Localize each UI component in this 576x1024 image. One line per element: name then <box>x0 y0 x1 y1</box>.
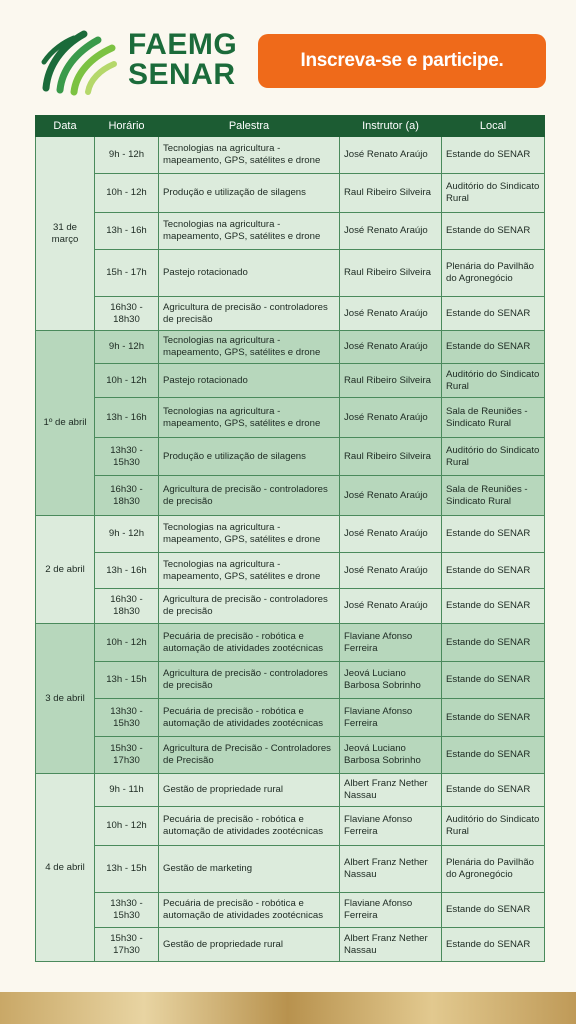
cell-instructor: Flaviane Afonso Ferreira <box>340 624 442 662</box>
cell-instructor: Jeová Luciano Barbosa Sobrinho <box>340 737 442 774</box>
cell-talk: Gestão de marketing <box>159 846 340 893</box>
cell-date: 31 de março <box>36 137 95 331</box>
faemg-senar-logo-icon <box>40 26 118 96</box>
table-row <box>36 297 545 331</box>
cell-location: Estande do SENAR <box>442 213 545 250</box>
table-row <box>36 624 545 662</box>
cell-location: Plenária do Pavilhão do Agronegócio <box>442 846 545 893</box>
cell-talk: Agricultura de precisão - controladores de precisão <box>159 589 340 624</box>
decorative-gold-band <box>0 992 576 1024</box>
cell-location: Auditório do Sindicato Rural <box>442 438 545 476</box>
cell-location: Estande do SENAR <box>442 737 545 774</box>
day-group <box>36 331 545 516</box>
cell-talk: Tecnologias na agricultura - mapeamento, GPS, satélites e drone <box>159 553 340 589</box>
table-row <box>36 553 545 589</box>
header-date: Data <box>36 116 95 137</box>
cell-date: 1º de abril <box>36 331 95 516</box>
cell-talk: Pastejo rotacionado <box>159 364 340 398</box>
table-row <box>36 589 545 624</box>
cell-location: Sala de Reuniões - Sindicato Rural <box>442 476 545 516</box>
cell-instructor: José Renato Araújo <box>340 476 442 516</box>
cell-time: 13h30 - 15h30 <box>95 438 159 476</box>
brand-wordmark <box>128 30 237 90</box>
cell-time: 13h - 16h <box>95 553 159 589</box>
cell-talk: Pecuária de precisão - robótica e automação de atividades zootécnicas <box>159 807 340 846</box>
cell-location: Estande do SENAR <box>442 699 545 737</box>
cell-instructor: Albert Franz Nether Nassau <box>340 774 442 807</box>
cell-instructor: José Renato Araújo <box>340 213 442 250</box>
day-group <box>36 516 545 624</box>
table-header-row <box>36 116 545 137</box>
cell-location: Estande do SENAR <box>442 137 545 174</box>
cell-instructor: Jeová Luciano Barbosa Sobrinho <box>340 662 442 699</box>
cell-instructor: José Renato Araújo <box>340 137 442 174</box>
cell-instructor: Flaviane Afonso Ferreira <box>340 807 442 846</box>
table-row <box>36 174 545 213</box>
cell-time: 13h - 16h <box>95 213 159 250</box>
table-row <box>36 213 545 250</box>
cell-talk: Gestão de propriedade rural <box>159 774 340 807</box>
table-row <box>36 250 545 297</box>
table-row <box>36 807 545 846</box>
header-location: Local <box>442 116 545 137</box>
cell-instructor: José Renato Araújo <box>340 553 442 589</box>
cell-talk: Agricultura de precisão - controladores de precisão <box>159 476 340 516</box>
cell-location: Estande do SENAR <box>442 589 545 624</box>
table-row <box>36 438 545 476</box>
cell-time: 10h - 12h <box>95 807 159 846</box>
cell-talk: Tecnologias na agricultura - mapeamento, GPS, satélites e drone <box>159 331 340 364</box>
cell-location: Estande do SENAR <box>442 516 545 553</box>
cell-time: 10h - 12h <box>95 624 159 662</box>
cell-time: 13h30 - 15h30 <box>95 699 159 737</box>
cell-time: 16h30 - 18h30 <box>95 476 159 516</box>
cell-talk: Produção e utilização de silagens <box>159 438 340 476</box>
header <box>0 0 576 110</box>
cell-instructor: Raul Ribeiro Silveira <box>340 364 442 398</box>
table-row <box>36 774 545 807</box>
cell-time: 9h - 12h <box>95 331 159 364</box>
table-row <box>36 928 545 962</box>
table-row <box>36 398 545 438</box>
header-talk: Palestra <box>159 116 340 137</box>
cell-time: 9h - 12h <box>95 137 159 174</box>
cell-instructor: José Renato Araújo <box>340 331 442 364</box>
table-row <box>36 737 545 774</box>
cell-instructor: Albert Franz Nether Nassau <box>340 928 442 962</box>
cell-instructor: José Renato Araújo <box>340 297 442 331</box>
cell-location: Estande do SENAR <box>442 893 545 928</box>
cell-date: 2 de abril <box>36 516 95 624</box>
cell-instructor: Flaviane Afonso Ferreira <box>340 699 442 737</box>
cell-time: 13h30 - 15h30 <box>95 893 159 928</box>
cell-time: 15h30 - 17h30 <box>95 928 159 962</box>
signup-cta-button[interactable]: Inscreva-se e participe. <box>258 34 546 88</box>
cell-instructor: José Renato Araújo <box>340 398 442 438</box>
cell-instructor: José Renato Araújo <box>340 589 442 624</box>
day-group <box>36 624 545 774</box>
cell-location: Estande do SENAR <box>442 553 545 589</box>
cell-talk: Produção e utilização de silagens <box>159 174 340 213</box>
cell-talk: Pecuária de precisão - robótica e automação de atividades zootécnicas <box>159 624 340 662</box>
cell-time: 16h30 - 18h30 <box>95 589 159 624</box>
cell-location: Estande do SENAR <box>442 774 545 807</box>
cell-time: 16h30 - 18h30 <box>95 297 159 331</box>
cell-time: 15h30 - 17h30 <box>95 737 159 774</box>
cell-location: Estande do SENAR <box>442 331 545 364</box>
cell-location: Estande do SENAR <box>442 297 545 331</box>
table-row <box>36 893 545 928</box>
header-instructor: Instrutor (a) <box>340 116 442 137</box>
cell-time: 15h - 17h <box>95 250 159 297</box>
table-row <box>36 699 545 737</box>
table-row <box>36 137 545 174</box>
cell-time: 13h - 15h <box>95 846 159 893</box>
cell-instructor: Raul Ribeiro Silveira <box>340 250 442 297</box>
cell-instructor: Flaviane Afonso Ferreira <box>340 893 442 928</box>
table-row <box>36 662 545 699</box>
brand-line-1: FAEMG <box>128 28 238 61</box>
cell-instructor: Raul Ribeiro Silveira <box>340 438 442 476</box>
cell-instructor: José Renato Araújo <box>340 516 442 553</box>
brand-line-2: SENAR <box>128 58 236 91</box>
cell-time: 13h - 16h <box>95 398 159 438</box>
cell-location: Estande do SENAR <box>442 662 545 699</box>
cell-time: 10h - 12h <box>95 174 159 213</box>
cell-location: Auditório do Sindicato Rural <box>442 364 545 398</box>
cell-date: 4 de abril <box>36 774 95 962</box>
cell-instructor: Raul Ribeiro Silveira <box>340 174 442 213</box>
table-row <box>36 476 545 516</box>
cell-talk: Pecuária de precisão - robótica e automação de atividades zootécnicas <box>159 893 340 928</box>
cell-time: 9h - 12h <box>95 516 159 553</box>
table-row <box>36 331 545 364</box>
cell-talk: Pastejo rotacionado <box>159 250 340 297</box>
cell-location: Sala de Reuniões - Sindicato Rural <box>442 398 545 438</box>
cell-location: Estande do SENAR <box>442 624 545 662</box>
cell-talk: Agricultura de precisão - controladores de precisão <box>159 662 340 699</box>
cell-location: Auditório do Sindicato Rural <box>442 174 545 213</box>
schedule-table <box>35 115 545 962</box>
table-row <box>36 516 545 553</box>
cell-talk: Tecnologias na agricultura - mapeamento, GPS, satélites e drone <box>159 213 340 250</box>
cell-talk: Tecnologias na agricultura - mapeamento, GPS, satélites e drone <box>159 398 340 438</box>
cell-talk: Gestão de propriedade rural <box>159 928 340 962</box>
cell-talk: Tecnologias na agricultura - mapeamento, GPS, satélites e drone <box>159 137 340 174</box>
cell-location: Plenária do Pavilhão do Agronegócio <box>442 250 545 297</box>
cell-talk: Agricultura de Precisão - Controladores de Precisão <box>159 737 340 774</box>
cell-talk: Agricultura de precisão - controladores de precisão <box>159 297 340 331</box>
header-time: Horário <box>95 116 159 137</box>
cell-time: 10h - 12h <box>95 364 159 398</box>
table-row <box>36 364 545 398</box>
cell-time: 9h - 11h <box>95 774 159 807</box>
cell-location: Auditório do Sindicato Rural <box>442 807 545 846</box>
cell-talk: Pecuária de precisão - robótica e automação de atividades zootécnicas <box>159 699 340 737</box>
cell-time: 13h - 15h <box>95 662 159 699</box>
cell-talk: Tecnologias na agricultura - mapeamento, GPS, satélites e drone <box>159 516 340 553</box>
table-row <box>36 846 545 893</box>
day-group <box>36 137 545 331</box>
day-group <box>36 774 545 962</box>
cell-location: Estande do SENAR <box>442 928 545 962</box>
cell-instructor: Albert Franz Nether Nassau <box>340 846 442 893</box>
cell-date: 3 de abril <box>36 624 95 774</box>
